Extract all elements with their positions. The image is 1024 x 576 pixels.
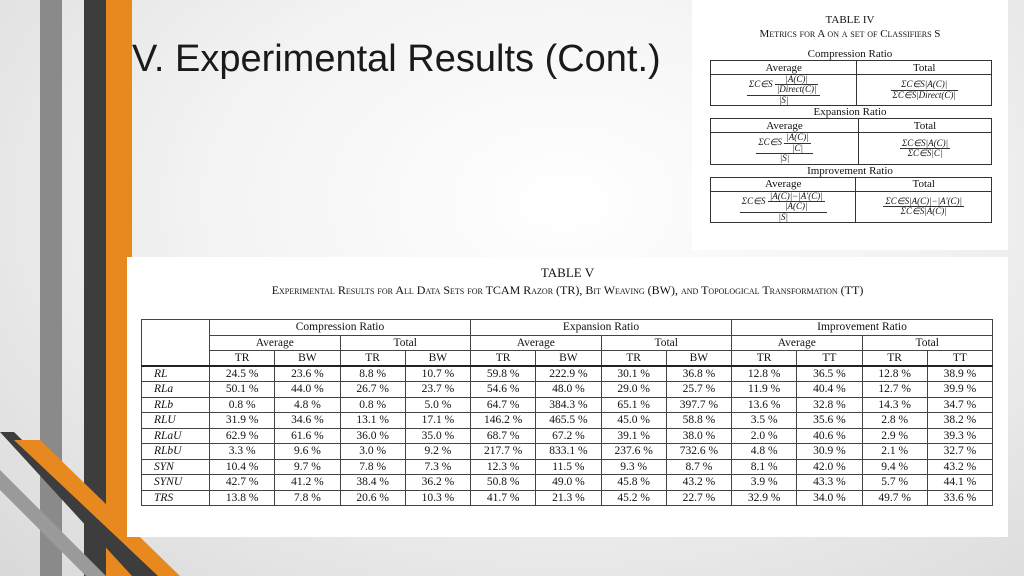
table-iv-col-total: Total xyxy=(859,119,992,133)
table-cell: 20.6 % xyxy=(340,490,405,506)
table-v-subgroup-header-row xyxy=(142,335,993,351)
table-iv-total-formula: $\frac{\Sigma C\in S|A(C)|}{\Sigma C\in S|C|}$ xyxy=(859,133,992,164)
table-cell: 222.9 % xyxy=(536,366,601,382)
table-v-caption-number: TABLE V xyxy=(540,265,595,280)
table-cell: 35.6 % xyxy=(797,413,862,429)
table-cell: 26.7 % xyxy=(340,382,405,398)
table-v-row-label: SYN xyxy=(142,459,210,475)
table-v-row-label: RLbU xyxy=(142,444,210,460)
table-cell: 36.0 % xyxy=(340,428,405,444)
table-cell: 833.1 % xyxy=(536,444,601,460)
table-cell: 4.8 % xyxy=(732,444,797,460)
table-v-results xyxy=(141,319,993,506)
table-v-column-header: BW xyxy=(275,351,340,367)
table-iv-caption-number: TABLE IV xyxy=(825,14,875,26)
table-v-caption-title: Experimental Results for All Data Sets for TCAM Razor (TR), Bit Weaving (BW), and Topological Transformation (TT) xyxy=(271,283,864,297)
table-cell: 42.0 % xyxy=(797,459,862,475)
table-cell: 44.1 % xyxy=(927,475,992,491)
table-cell: 10.3 % xyxy=(405,490,470,506)
table-cell: 40.4 % xyxy=(797,382,862,398)
table-row xyxy=(142,366,993,382)
table-cell: 43.2 % xyxy=(927,459,992,475)
table-row xyxy=(142,413,993,429)
table-iv-section-title: Improvement Ratio xyxy=(807,164,893,177)
table-v-column-header: TR xyxy=(340,351,405,367)
table-cell: 30.9 % xyxy=(797,444,862,460)
table-v-column-header: TR xyxy=(210,351,275,367)
table-v-column-header: TR xyxy=(732,351,797,367)
table-cell: 384.3 % xyxy=(536,397,601,413)
table-iv-total-formula: $\frac{\Sigma C\in S|A(C)|}{\text{ΣC∈S|Direct(C)|}}$ xyxy=(857,75,992,106)
table-v-column-header: TT xyxy=(927,351,992,367)
table-cell: 13.8 % xyxy=(210,490,275,506)
table-cell: 217.7 % xyxy=(471,444,536,460)
table-cell: 13.6 % xyxy=(732,397,797,413)
table-v-group-header-row xyxy=(142,320,993,336)
table-row xyxy=(142,444,993,460)
table-iv-expansion xyxy=(710,118,992,164)
table-cell: 12.3 % xyxy=(471,459,536,475)
table-cell: 3.3 % xyxy=(210,444,275,460)
table-cell: 33.6 % xyxy=(927,490,992,506)
table-cell: 41.2 % xyxy=(275,475,340,491)
table-iv-avg-formula: ΣC∈S $\frac{|A(C)|-|A'(C)|}{|A(C)|}$ |S| xyxy=(711,191,856,222)
table-v-column-header: TR xyxy=(471,351,536,367)
table-iv-col-total: Total xyxy=(857,61,992,75)
table-v-row-label: RLaU xyxy=(142,428,210,444)
table-cell: 30.1 % xyxy=(601,366,666,382)
table-v-row-label: TRS xyxy=(142,490,210,506)
table-cell: 67.2 % xyxy=(536,428,601,444)
table-cell: 45.2 % xyxy=(601,490,666,506)
table-cell: 10.7 % xyxy=(405,366,470,382)
table-cell: 2.1 % xyxy=(862,444,927,460)
table-cell: 38.2 % xyxy=(927,413,992,429)
table-cell: 3.9 % xyxy=(732,475,797,491)
table-cell: 43.2 % xyxy=(666,475,731,491)
table-cell: 39.9 % xyxy=(927,382,992,398)
table-cell: 48.0 % xyxy=(536,382,601,398)
table-row xyxy=(142,382,993,398)
table-cell: 0.8 % xyxy=(340,397,405,413)
table-cell: 38.0 % xyxy=(666,428,731,444)
table-cell: 13.1 % xyxy=(340,413,405,429)
table-cell: 17.1 % xyxy=(405,413,470,429)
table-cell: 22.7 % xyxy=(666,490,731,506)
table-cell: 38.9 % xyxy=(927,366,992,382)
table-iv-section-title: Compression Ratio xyxy=(807,48,893,60)
table-iv-compression xyxy=(710,60,992,106)
table-iv-col-average: Average xyxy=(711,119,859,133)
table-v-subgroup-header: Average xyxy=(210,335,341,351)
table-v-group-header: Compression Ratio xyxy=(210,320,471,336)
table-cell: 12.8 % xyxy=(732,366,797,382)
table-iv-col-average: Average xyxy=(711,61,857,75)
table-cell: 0.8 % xyxy=(210,397,275,413)
table-cell: 2.9 % xyxy=(862,428,927,444)
table-cell: 5.0 % xyxy=(405,397,470,413)
table-cell: 39.3 % xyxy=(927,428,992,444)
table-cell: 36.8 % xyxy=(666,366,731,382)
table-row xyxy=(142,428,993,444)
table-v-subgroup-header: Average xyxy=(732,335,863,351)
table-cell: 58.8 % xyxy=(666,413,731,429)
table-cell: 9.4 % xyxy=(862,459,927,475)
table-v-column-header: BW xyxy=(666,351,731,367)
table-cell: 2.8 % xyxy=(862,413,927,429)
table-v-group-header: Improvement Ratio xyxy=(732,320,993,336)
table-cell: 49.7 % xyxy=(862,490,927,506)
slide-title: V. Experimental Results (Cont.) xyxy=(132,38,661,80)
table-cell: 3.0 % xyxy=(340,444,405,460)
table-cell: 64.7 % xyxy=(471,397,536,413)
table-v-row-label: RLU xyxy=(142,413,210,429)
table-cell: 5.7 % xyxy=(862,475,927,491)
table-v-row-label: RLa xyxy=(142,382,210,398)
table-cell: 9.7 % xyxy=(275,459,340,475)
table-cell: 397.7 % xyxy=(666,397,731,413)
table-v-column-header: BW xyxy=(536,351,601,367)
table-iv-caption-title: Metrics for A on a set of Classifiers S xyxy=(759,28,941,40)
table-cell: 45.0 % xyxy=(601,413,666,429)
table-v-row-label: RL xyxy=(142,366,210,382)
table-cell: 59.8 % xyxy=(471,366,536,382)
table-cell: 12.7 % xyxy=(862,382,927,398)
table-iv-avg-formula: ΣC∈S $\frac{|A(C)|}{\text{|Direct(C)|}}$ |S| xyxy=(711,75,857,106)
table-cell: 732.6 % xyxy=(666,444,731,460)
table-iv-col-average: Average xyxy=(711,177,856,191)
table-v-column-header-row xyxy=(142,351,993,367)
table-v-row-label: SYNU xyxy=(142,475,210,491)
table-v-subgroup-header: Total xyxy=(340,335,471,351)
table-row xyxy=(142,475,993,491)
table-cell: 9.2 % xyxy=(405,444,470,460)
table-cell: 34.7 % xyxy=(927,397,992,413)
table-v-column-header: TR xyxy=(862,351,927,367)
table-cell: 25.7 % xyxy=(666,382,731,398)
table-iv-image xyxy=(692,0,1008,250)
table-v-column-header: TT xyxy=(797,351,862,367)
table-cell: 50.8 % xyxy=(471,475,536,491)
table-cell: 7.8 % xyxy=(275,490,340,506)
table-cell: 8.1 % xyxy=(732,459,797,475)
table-v-column-header: TR xyxy=(601,351,666,367)
table-row xyxy=(142,459,993,475)
table-v-corner-cell xyxy=(142,320,210,367)
table-cell: 62.9 % xyxy=(210,428,275,444)
table-cell: 43.3 % xyxy=(797,475,862,491)
table-cell: 68.7 % xyxy=(471,428,536,444)
table-iv-total-formula: $\frac{\Sigma C\in S|A(C)|-|A'(C)|}{\Sigma C\in S|A(C)|}$ xyxy=(856,191,992,222)
table-cell: 23.7 % xyxy=(405,382,470,398)
table-cell: 45.8 % xyxy=(601,475,666,491)
table-cell: 32.8 % xyxy=(797,397,862,413)
table-cell: 9.6 % xyxy=(275,444,340,460)
table-v-group-header: Expansion Ratio xyxy=(471,320,732,336)
table-cell: 7.8 % xyxy=(340,459,405,475)
table-cell: 24.5 % xyxy=(210,366,275,382)
table-iv-avg-formula: ΣC∈S $\frac{|A(C)|}{|C|}$ |S| xyxy=(711,133,859,164)
table-iv-section-title: Expansion Ratio xyxy=(813,106,887,119)
table-cell: 2.0 % xyxy=(732,428,797,444)
table-cell: 34.0 % xyxy=(797,490,862,506)
table-cell: 4.8 % xyxy=(275,397,340,413)
table-cell: 31.9 % xyxy=(210,413,275,429)
table-cell: 42.7 % xyxy=(210,475,275,491)
table-cell: 9.3 % xyxy=(601,459,666,475)
table-cell: 8.8 % xyxy=(340,366,405,382)
table-cell: 36.5 % xyxy=(797,366,862,382)
table-cell: 465.5 % xyxy=(536,413,601,429)
table-cell: 10.4 % xyxy=(210,459,275,475)
table-cell: 12.8 % xyxy=(862,366,927,382)
table-cell: 38.4 % xyxy=(340,475,405,491)
table-v-row-label: RLb xyxy=(142,397,210,413)
table-v-subgroup-header: Total xyxy=(862,335,993,351)
table-cell: 14.3 % xyxy=(862,397,927,413)
table-cell: 41.7 % xyxy=(471,490,536,506)
table-cell: 7.3 % xyxy=(405,459,470,475)
table-cell: 50.1 % xyxy=(210,382,275,398)
table-cell: 237.6 % xyxy=(601,444,666,460)
table-cell: 36.2 % xyxy=(405,475,470,491)
table-cell: 32.7 % xyxy=(927,444,992,460)
table-cell: 39.1 % xyxy=(601,428,666,444)
table-row xyxy=(142,397,993,413)
table-cell: 11.9 % xyxy=(732,382,797,398)
table-cell: 3.5 % xyxy=(732,413,797,429)
table-row xyxy=(142,490,993,506)
table-cell: 11.5 % xyxy=(536,459,601,475)
table-cell: 34.6 % xyxy=(275,413,340,429)
table-cell: 65.1 % xyxy=(601,397,666,413)
table-cell: 35.0 % xyxy=(405,428,470,444)
table-v-image xyxy=(127,257,1008,537)
table-v-subgroup-header: Average xyxy=(471,335,602,351)
table-cell: 44.0 % xyxy=(275,382,340,398)
table-v-subgroup-header: Total xyxy=(601,335,732,351)
table-cell: 40.6 % xyxy=(797,428,862,444)
table-cell: 8.7 % xyxy=(666,459,731,475)
table-cell: 54.6 % xyxy=(471,382,536,398)
table-cell: 61.6 % xyxy=(275,428,340,444)
table-cell: 49.0 % xyxy=(536,475,601,491)
table-v-column-header: BW xyxy=(405,351,470,367)
table-iv-improvement xyxy=(710,177,992,223)
table-cell: 23.6 % xyxy=(275,366,340,382)
table-iv-col-total: Total xyxy=(856,177,992,191)
table-cell: 21.3 % xyxy=(536,490,601,506)
table-cell: 32.9 % xyxy=(732,490,797,506)
table-cell: 146.2 % xyxy=(471,413,536,429)
table-cell: 29.0 % xyxy=(601,382,666,398)
